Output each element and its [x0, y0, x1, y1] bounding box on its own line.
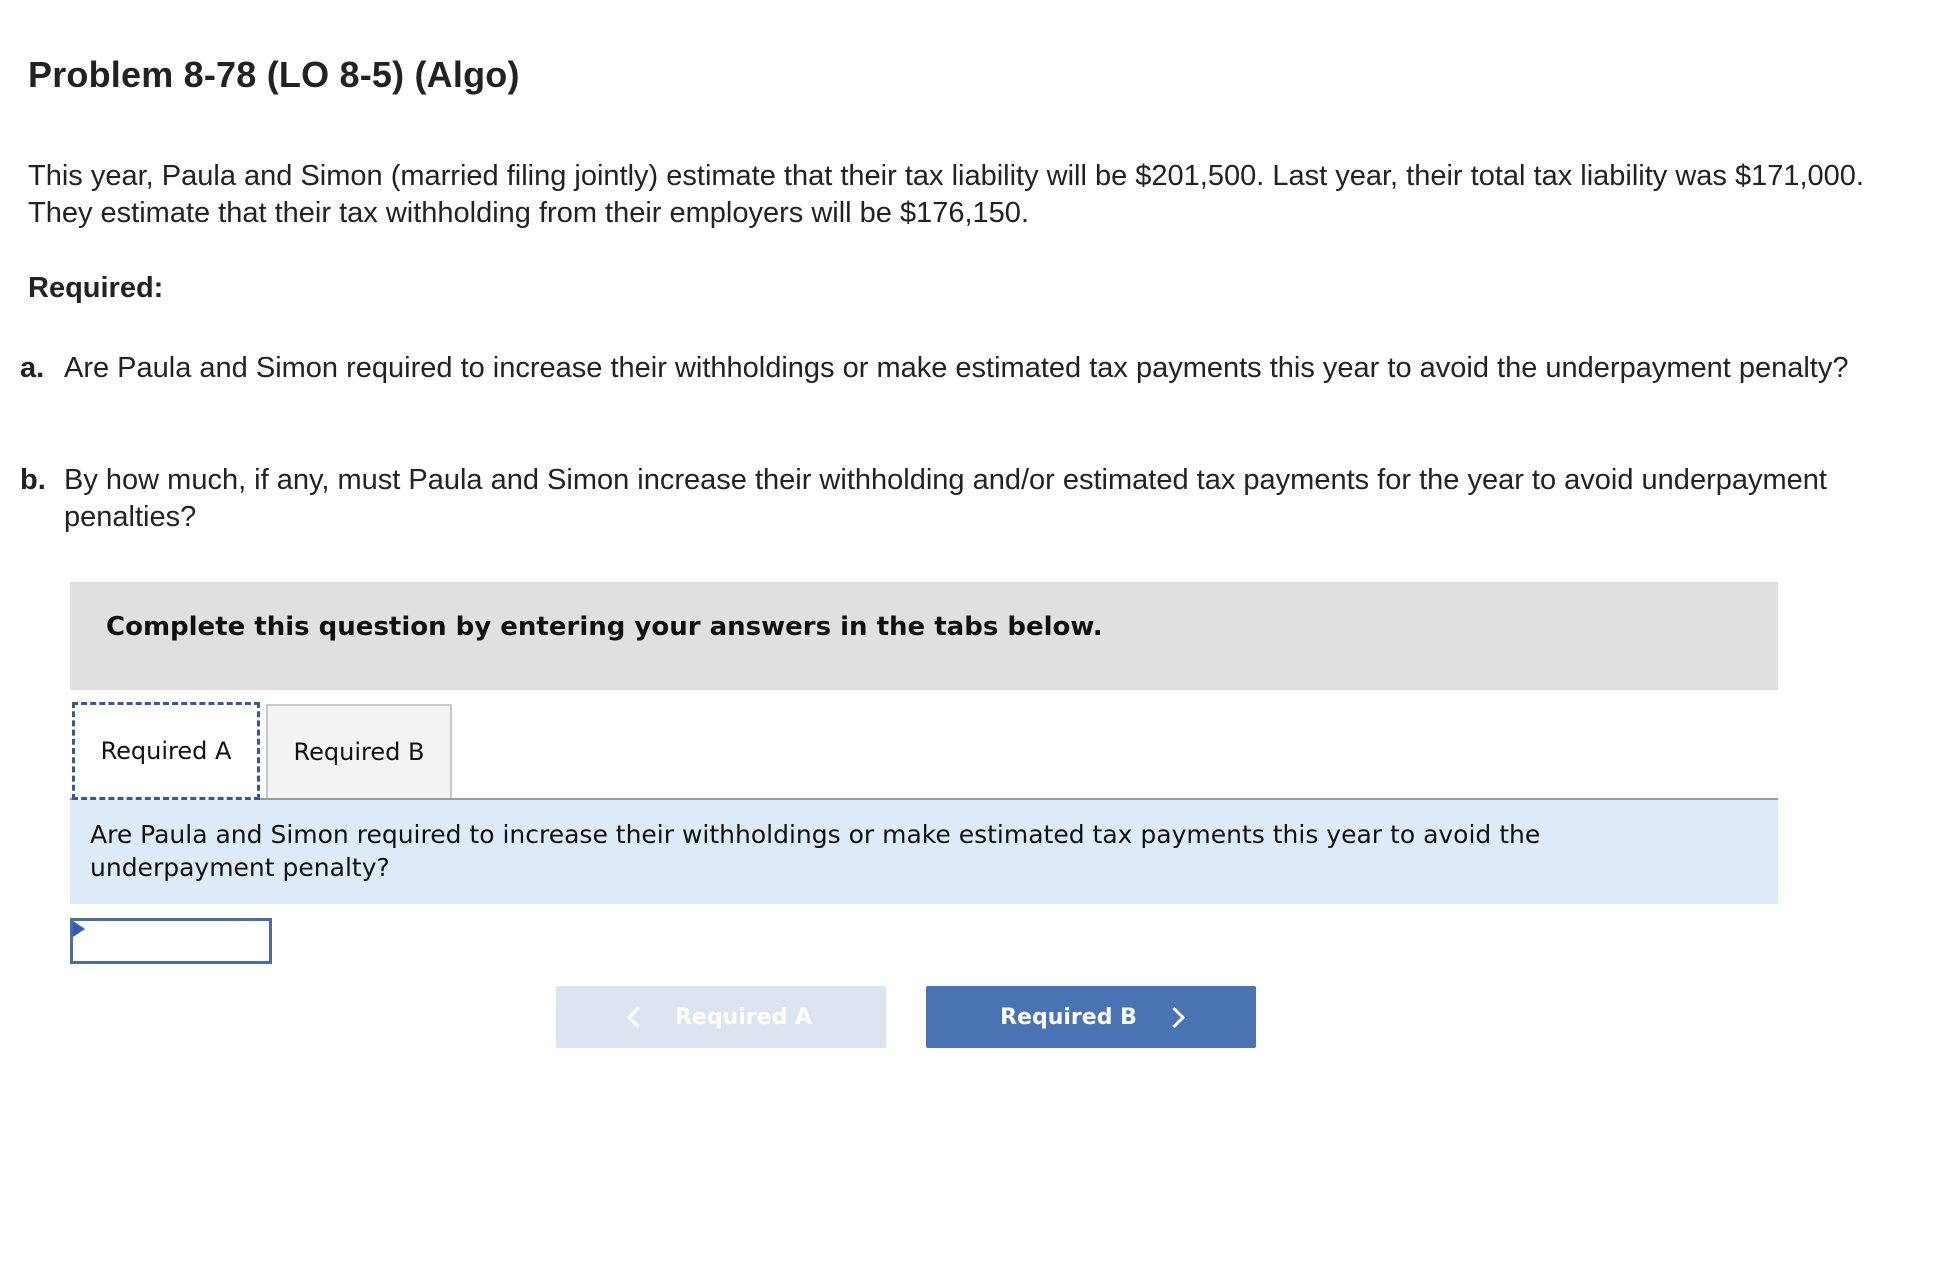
answer-dropdown[interactable]	[70, 918, 272, 964]
previous-button-label: Required A	[674, 1004, 813, 1030]
required-item-letter: a.	[20, 352, 45, 384]
tab-required-a[interactable]: Required A	[72, 702, 260, 800]
previous-button[interactable]	[556, 986, 886, 1048]
next-button[interactable]	[926, 986, 1256, 1048]
chevron-left-icon	[627, 1006, 648, 1027]
problem-intro: This year, Paula and Simon (married filing jointly) estimate that their tax liability will be $201,500. Last year, their total tax liability was $171,000. They estimate that their tax withholding from their employers will be $176,150.	[28, 160, 1864, 229]
required-heading: Required:	[28, 272, 164, 304]
question-box	[70, 800, 1778, 904]
required-item-text: By how much, if any, must Paula and Simon increase their withholding and/or estimated tax payments for the year to avoid underpayment penalties?	[64, 464, 1827, 533]
required-item-letter: b.	[20, 464, 46, 496]
instructions-text: Complete this question by entering your answers in the tabs below.	[106, 612, 1103, 642]
next-button-label: Required B	[1000, 1004, 1137, 1030]
tab-bar	[70, 702, 1778, 800]
answer-flag-icon	[73, 921, 85, 937]
question-text: Are Paula and Simon required to increase their withholdings or make estimated tax payments this year to avoid the underpayment penalty?	[90, 820, 1541, 882]
tab-required-b[interactable]: Required B	[266, 704, 452, 798]
required-item-a	[20, 350, 1910, 387]
required-item-text: Are Paula and Simon required to increase their withholdings or make estimated tax payments this year to avoid the underpayment penalty?	[64, 352, 1849, 384]
required-item-b	[20, 462, 1910, 536]
chevron-right-icon	[1164, 1006, 1185, 1027]
instructions-box	[70, 582, 1778, 690]
problem-title: Problem 8-78 (LO 8-5) (Algo)	[28, 54, 520, 95]
